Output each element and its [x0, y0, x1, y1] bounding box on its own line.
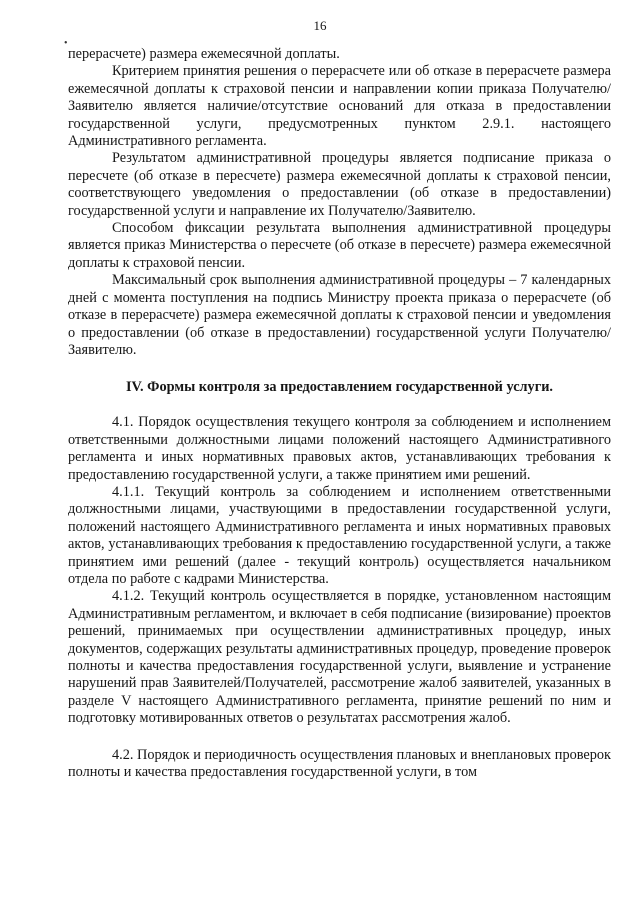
section-paragraphs	[68, 414, 611, 727]
paragraph: Критерием принятия решения о перерасчете или об отказе в перерасчете размера ежемесячной доплаты к страховой пенсии и направлении копии приказа Получателю/Заявителю является наличие/отсутствие оснований для отказа в предоставлении государственной услуги, предусмотренных пунктом 2.9.1. настоящего Административного регламента.	[68, 63, 611, 150]
page-number: 16	[313, 18, 327, 33]
paragraph: Максимальный срок выполнения административной процедуры – 7 календарных дней с момента поступления на подпись Министру проекта приказа о перерасчете (об отказе в перерасчете) размера ежемесячной доплаты к страховой пенсии и уведомления о предоставлении (об отказе в предоставлении) государственной услуги Получателю/Заявителю.	[68, 272, 611, 358]
scan-speck: •	[64, 38, 68, 49]
paragraph: 4.1. Порядок осуществления текущего контроля за соблюдением и исполнением ответственными должностными лицами положений настоящего Административного регламента и иных нормативных правовых актов, устанавливающих требования к предоставлению государственной услуги, а также принятием ими решений.	[68, 414, 611, 483]
paragraph: Способом фиксации результата выполнения административной процедуры является приказ Министерства о пересчете (об отказе в пересчете) размера ежемесячной доплаты к страховой пенсии.	[68, 220, 611, 271]
paragraphs-before-section	[68, 46, 611, 359]
paragraph: 4.1.1. Текущий контроль за соблюдением и исполнением ответственными должностными лицами, участвующими в предоставлении государственной услуги, положений настоящего Административного регламента и иных нормативных правовых актов, устанавливающих требования к предоставлению государственной услуги, а также принятием ими решений (далее - текущий контроль) осуществляется начальником отдела по работе с кадрами Министерства.	[68, 483, 611, 587]
paragraph-gap	[68, 728, 611, 747]
document-body	[68, 46, 611, 781]
paragraph: 4.1.2. Текущий контроль осуществляется в порядке, установленном настоящим Административным регламентом, и включает в себя подписание (визирование) проектов решений, принимаемых при осуществлении административных процедур, иных документов, содержащих результаты административных процедур, проведение проверок полноты и качества предоставления государственной услуги, выявление и устранение нарушений прав Заявителей/Получателей, рассмотрение жалоб заявителей, указанных в разделе V настоящего Административного регламента, принятие решений по ним и подготовку мотивированных ответов о результатах рассмотрения жалоб.	[68, 588, 611, 727]
section-heading: IV. Формы контроля за предоставлением государственной услуги.	[125, 379, 554, 396]
paragraph-last: 4.2. Порядок и периодичность осуществления плановых и внеплановых проверок полноты и качества предоставления государственной услуги, в том	[68, 746, 611, 781]
paragraph: Результатом административной процедуры является подписание приказа о пересчете (об отказе в пересчете) размера ежемесячной доплаты к страховой пенсии, соответствующего уведомления о предоставлении (об отказе в предоставлении) государственной услуги и направление их Получателю/Заявителю.	[68, 150, 611, 219]
paragraph: перерасчете) размера ежемесячной доплаты.	[68, 46, 340, 62]
